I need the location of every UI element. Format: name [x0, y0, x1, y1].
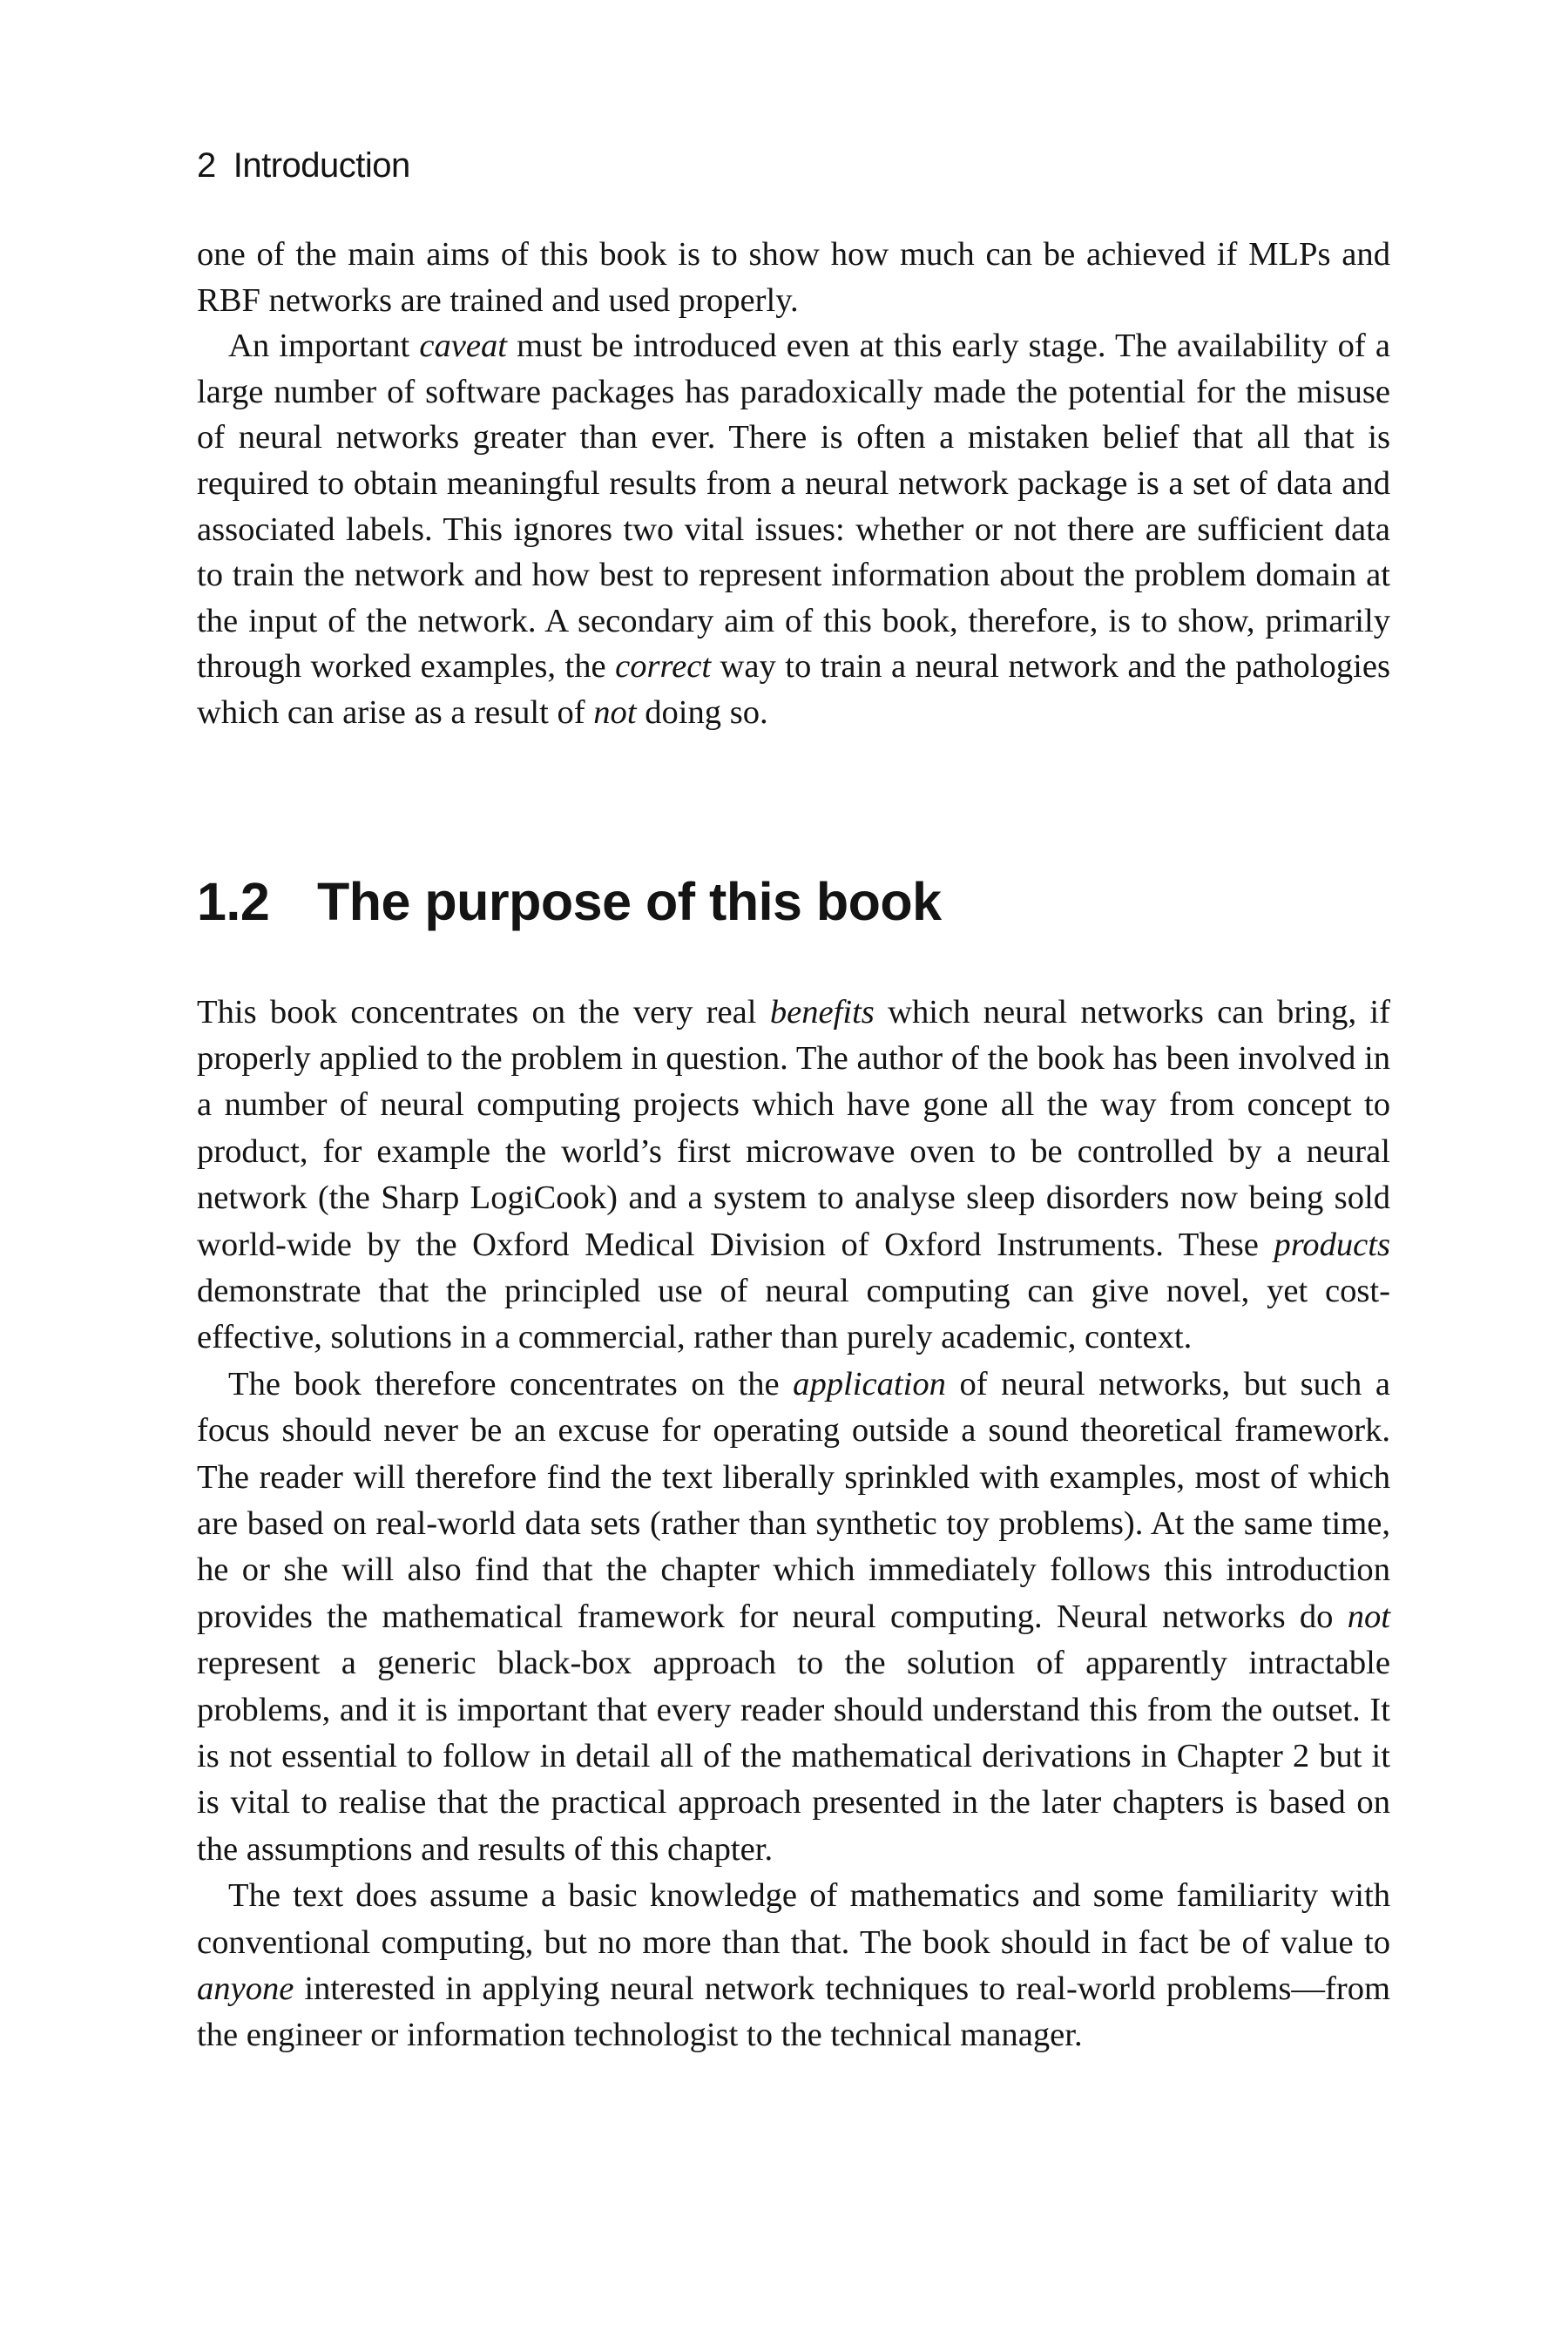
intro-continuation	[197, 232, 1390, 736]
paragraph: This book concentrates on the very real benefits which neural networks can bring, if properly applied to the problem in question. The author of the book has been involved in a number of neural computing projects which have gone all the way from concept to product, for example the world’s first microwave oven to be controlled by a neural network (the Sharp LogiCook) and a system to analyse sleep disorders now being sold world-wide by the Oxford Medical Division of Oxford Instruments. These products demonstrate that the principled use of neural computing can give novel, yet cost-effective, solutions in a commercial, rather than purely academic, context.	[197, 993, 1390, 1356]
emphasis: anyone	[197, 1970, 294, 2008]
book-page	[197, 148, 1390, 2059]
section-heading	[197, 871, 1390, 931]
section-number: 1.2	[197, 871, 270, 931]
emphasis: benefits	[769, 993, 875, 1031]
emphasis: correct	[615, 648, 712, 686]
paragraph: one of the main aims of this book is to show how much can be achieved if MLPs and RBF networks are trained and used properly.	[197, 236, 1390, 319]
paragraph: An important caveat must be introduced even at this early stage. The availability of a large number of software packages has paradoxically made the potential for the misuse of neural networks greater than ever. There is often a mistaken belief that all that is required to obtain meaningful results from a neural network package is a set of data and associated labels. This ignores two vital issues: whether or not there are sufficient data to train the network and how best to represent information about the problem domain at the input of the network. A secondary aim of this book, therefore, is to show, primarily through worked examples, the correct way to train a neural network and the pathologies which can arise as a result of not doing so.	[197, 328, 1390, 731]
emphasis: caveat	[419, 328, 507, 365]
paragraph: The text does assume a basic knowledge of mathematics and some familiarity with conventional computing, but no more than that. The book should in fact be of value to anyone interested in applying neural network techniques to real-world problems—from the engineer or information technologist to the technical manager.	[197, 1877, 1390, 2054]
section-title: The purpose of this book	[317, 871, 942, 931]
chapter-title: Introduction	[233, 146, 410, 185]
emphasis: products	[1274, 1226, 1390, 1263]
section-body	[197, 990, 1390, 2059]
page-number: 2	[197, 146, 216, 185]
running-head	[197, 148, 1390, 183]
paragraph: The book therefore concentrates on the application of neural networks, but such a focus should never be an excuse for operating outside a sound theoretical framework. The reader will therefore find the text liberally sprinkled with examples, most of which are based on real-world data sets (rather than synthetic toy problems). At the same time, he or she will also find that the chapter which immediately follows this introduction provides the mathematical framework for neural computing. Neural networks do not represent a generic black-box approach to the solution of apparently intractable problems, and it is important that every reader should understand this from the outset. It is not essential to follow in detail all of the mathematical derivations in Chapter 2 but it is vital to realise that the practical approach presented in the later chapters is based on the assumptions and results of this chapter.	[197, 1365, 1390, 1868]
emphasis: application	[793, 1365, 946, 1402]
emphasis: not	[593, 693, 637, 731]
emphasis: not	[1347, 1598, 1390, 1635]
